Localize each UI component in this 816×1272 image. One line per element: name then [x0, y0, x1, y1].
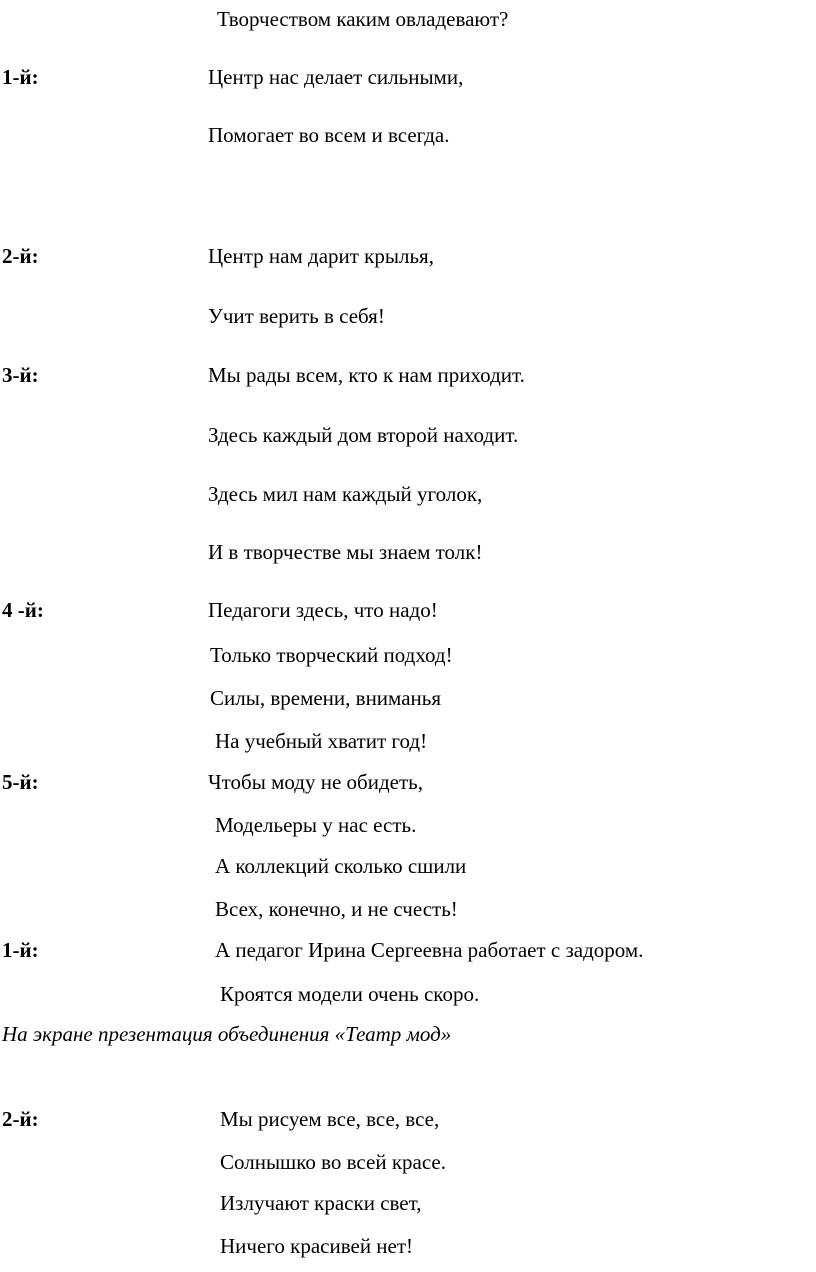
line-text: Чтобы моду не обидеть,	[208, 770, 423, 794]
line-text: Модельеры у нас есть.	[215, 813, 417, 837]
line-text: Центр нас делает сильными,	[208, 65, 464, 89]
line-text: Мы рады всем, кто к нам приходит.	[208, 363, 525, 387]
stage-direction: На экране презентация объединения «Театр мод»	[2, 1022, 452, 1046]
speaker-label: 2-й:	[2, 1107, 39, 1131]
speaker-label: 5-й:	[2, 770, 39, 794]
speaker-label: 3-й:	[2, 363, 39, 387]
speaker-label: 4 -й:	[2, 598, 44, 622]
line-text: Ничего красивей нет!	[220, 1234, 414, 1258]
line-text: Педагоги здесь, что надо!	[208, 598, 438, 622]
line-text: Солнышко во всей красе.	[220, 1150, 446, 1174]
line-text: Творчеством каким овладевают?	[217, 7, 509, 31]
speaker-label: 1-й:	[2, 65, 39, 89]
line-text: Кроятся модели очень скоро.	[220, 982, 480, 1006]
line-text: Только творческий подход!	[210, 643, 453, 667]
line-text: Всех, конечно, и не счесть!	[215, 897, 458, 921]
line-text: Помогает во всем и всегда.	[208, 123, 450, 147]
line-text: Здесь каждый дом второй находит.	[208, 423, 519, 447]
line-text: А педагог Ирина Сергеевна работает с задором.	[215, 938, 644, 962]
line-text: Силы, времени, вниманья	[210, 686, 441, 710]
line-text: На учебный хватит год!	[215, 729, 428, 753]
line-text: Мы рисуем все, все, все,	[220, 1107, 440, 1131]
line-text: Учит верить в себя!	[208, 304, 385, 328]
line-text: Излучают краски свет,	[220, 1191, 422, 1215]
line-text: И в творчестве мы знаем толк!	[208, 540, 483, 564]
speaker-label: 1-й:	[2, 938, 39, 962]
line-text: Центр нам дарит крылья,	[208, 244, 434, 268]
speaker-label: 2-й:	[2, 244, 39, 268]
line-text: А коллекций сколько сшили	[215, 854, 467, 878]
line-text: Здесь мил нам каждый уголок,	[208, 482, 483, 506]
